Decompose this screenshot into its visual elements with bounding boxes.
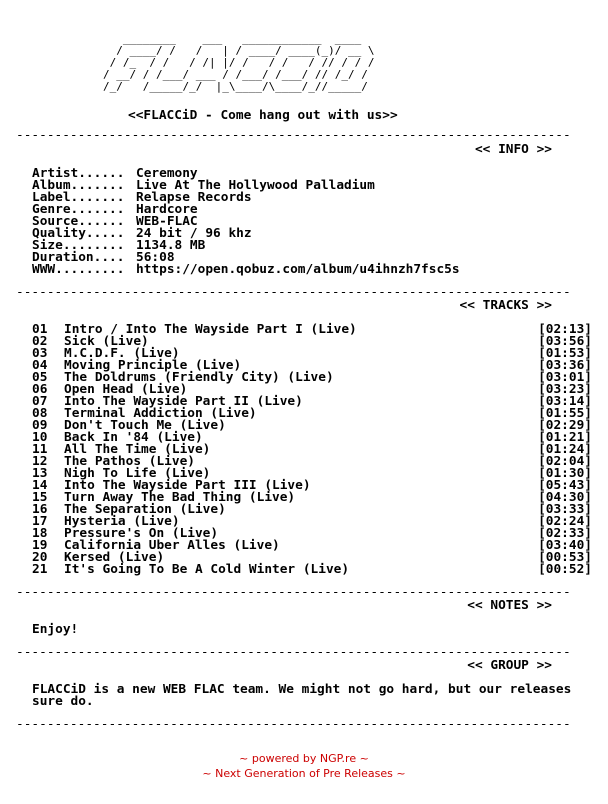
info-value: Relapse Records	[136, 190, 252, 205]
track-duration: [01:24]	[538, 442, 592, 457]
info-key: Artist......	[32, 166, 125, 181]
track-title: Sick (Live)	[64, 334, 149, 349]
track-duration: [02:04]	[538, 454, 592, 469]
track-title: Turn Away The Bad Thing (Live)	[64, 490, 296, 505]
info-value: Live At The Hollywood Palladium	[136, 178, 375, 193]
track-number: 04	[32, 358, 48, 373]
track-title: It's Going To Be A Cold Winter (Live)	[64, 562, 350, 577]
notes-section-header: << NOTES >>	[467, 598, 552, 613]
info-key: Album.......	[32, 178, 125, 193]
info-value: 1134.8 MB	[136, 238, 206, 253]
track-title: Nigh To Life (Live)	[64, 466, 211, 481]
info-key: WWW.........	[32, 262, 125, 277]
divider: ------------------------------------------------------------------------	[16, 587, 571, 599]
track-title: Into The Wayside Part II (Live)	[64, 394, 303, 409]
track-number: 17	[32, 514, 48, 529]
track-title: Hysteria (Live)	[64, 514, 180, 529]
track-number: 13	[32, 466, 48, 481]
divider: ------------------------------------------------------------------------	[16, 719, 571, 731]
tagline: <<FLACCiD - Come hang out with us>>	[128, 108, 398, 123]
footer-powered-by: ~ powered by NGP.re ~	[239, 752, 369, 765]
info-key: Genre.......	[32, 202, 125, 217]
track-duration: [03:56]	[538, 334, 592, 349]
track-number: 12	[32, 454, 48, 469]
info-value: https://open.qobuz.com/album/u4ihnzh7fsc5s	[136, 262, 460, 277]
info-row	[32, 264, 460, 276]
info-key: Size........	[32, 238, 125, 253]
track-number: 01	[32, 322, 48, 337]
tracks-section-header: << TRACKS >>	[459, 298, 552, 313]
track-number: 19	[32, 538, 48, 553]
divider: ------------------------------------------------------------------------	[16, 287, 571, 299]
flaccid-logo-art: ________ ___ ____________ ____ / ____/ / / | / ____/ ____(_)/ __ \ / /_ / / / /| |/ / / / / // / / / / __/ / /___/ ___ / /___/ /___/ // /_/ / /_/ /_____/_/ |_\____/\____/_//_____/	[103, 32, 375, 93]
track-row	[32, 564, 592, 576]
group-section-header: << GROUP >>	[467, 658, 552, 673]
track-duration: [00:52]	[538, 562, 592, 577]
track-duration: [03:40]	[538, 538, 592, 553]
track-number: 15	[32, 490, 48, 505]
info-value: Hardcore	[136, 202, 198, 217]
track-duration: [03:23]	[538, 382, 592, 397]
track-title: Terminal Addiction (Live)	[64, 406, 257, 421]
track-duration: [01:55]	[538, 406, 592, 421]
track-duration: [01:53]	[538, 346, 592, 361]
track-title: The Doldrums (Friendly City) (Live)	[64, 370, 334, 385]
info-key: Quality.....	[32, 226, 125, 241]
track-duration: [03:33]	[538, 502, 592, 517]
track-title: All The Time (Live)	[64, 442, 211, 457]
info-value: 24 bit / 96 khz	[136, 226, 252, 241]
track-number: 05	[32, 370, 48, 385]
info-value: Ceremony	[136, 166, 198, 181]
info-section-header: << INFO >>	[474, 142, 552, 157]
track-title: Intro / Into The Wayside Part I (Live)	[64, 322, 357, 337]
track-number: 20	[32, 550, 48, 565]
info-key: Duration....	[32, 250, 125, 265]
track-duration: [02:24]	[538, 514, 592, 529]
track-number: 03	[32, 346, 48, 361]
track-duration: [05:43]	[538, 478, 592, 493]
info-value: WEB-FLAC	[136, 214, 198, 229]
track-title: M.C.D.F. (Live)	[64, 346, 180, 361]
track-duration: [03:14]	[538, 394, 592, 409]
track-duration: [02:13]	[538, 322, 592, 337]
track-duration: [03:36]	[538, 358, 592, 373]
track-title: Pressure's On (Live)	[64, 526, 219, 541]
info-key: Label.......	[32, 190, 125, 205]
track-title: Don't Touch Me (Live)	[64, 418, 226, 433]
track-number: 06	[32, 382, 48, 397]
info-key: Source......	[32, 214, 125, 229]
track-title: Moving Principle (Live)	[64, 358, 242, 373]
track-number: 16	[32, 502, 48, 517]
notes-text: Enjoy!	[32, 622, 79, 637]
track-title: Back In '84 (Live)	[64, 430, 203, 445]
track-duration: [02:29]	[538, 418, 592, 433]
info-value: 56:08	[136, 250, 175, 265]
track-number: 10	[32, 430, 48, 445]
track-number: 18	[32, 526, 48, 541]
track-title: The Separation (Live)	[64, 502, 226, 517]
track-duration: [03:01]	[538, 370, 592, 385]
track-number: 08	[32, 406, 48, 421]
group-text: FLACCiD is a new WEB FLAC team. We might not go hard, but our releases sure do.	[32, 682, 572, 709]
track-number: 14	[32, 478, 48, 493]
track-number: 02	[32, 334, 48, 349]
track-duration: [00:53]	[538, 550, 592, 565]
track-number: 07	[32, 394, 48, 409]
track-duration: [04:30]	[538, 490, 592, 505]
track-number: 09	[32, 418, 48, 433]
track-duration: [02:33]	[538, 526, 592, 541]
track-duration: [01:21]	[538, 430, 592, 445]
track-duration: [01:30]	[538, 466, 592, 481]
track-title: The Pathos (Live)	[64, 454, 195, 469]
track-title: California Uber Alles (Live)	[64, 538, 280, 553]
divider: ------------------------------------------------------------------------	[16, 130, 571, 142]
track-number: 11	[32, 442, 48, 457]
footer-next-generation: ~ Next Generation of Pre Releases ~	[202, 767, 406, 780]
track-title: Open Head (Live)	[64, 382, 188, 397]
track-title: Into The Wayside Part III (Live)	[64, 478, 311, 493]
divider: ------------------------------------------------------------------------	[16, 647, 571, 659]
track-title: Kersed (Live)	[64, 550, 165, 565]
track-number: 21	[32, 562, 48, 577]
